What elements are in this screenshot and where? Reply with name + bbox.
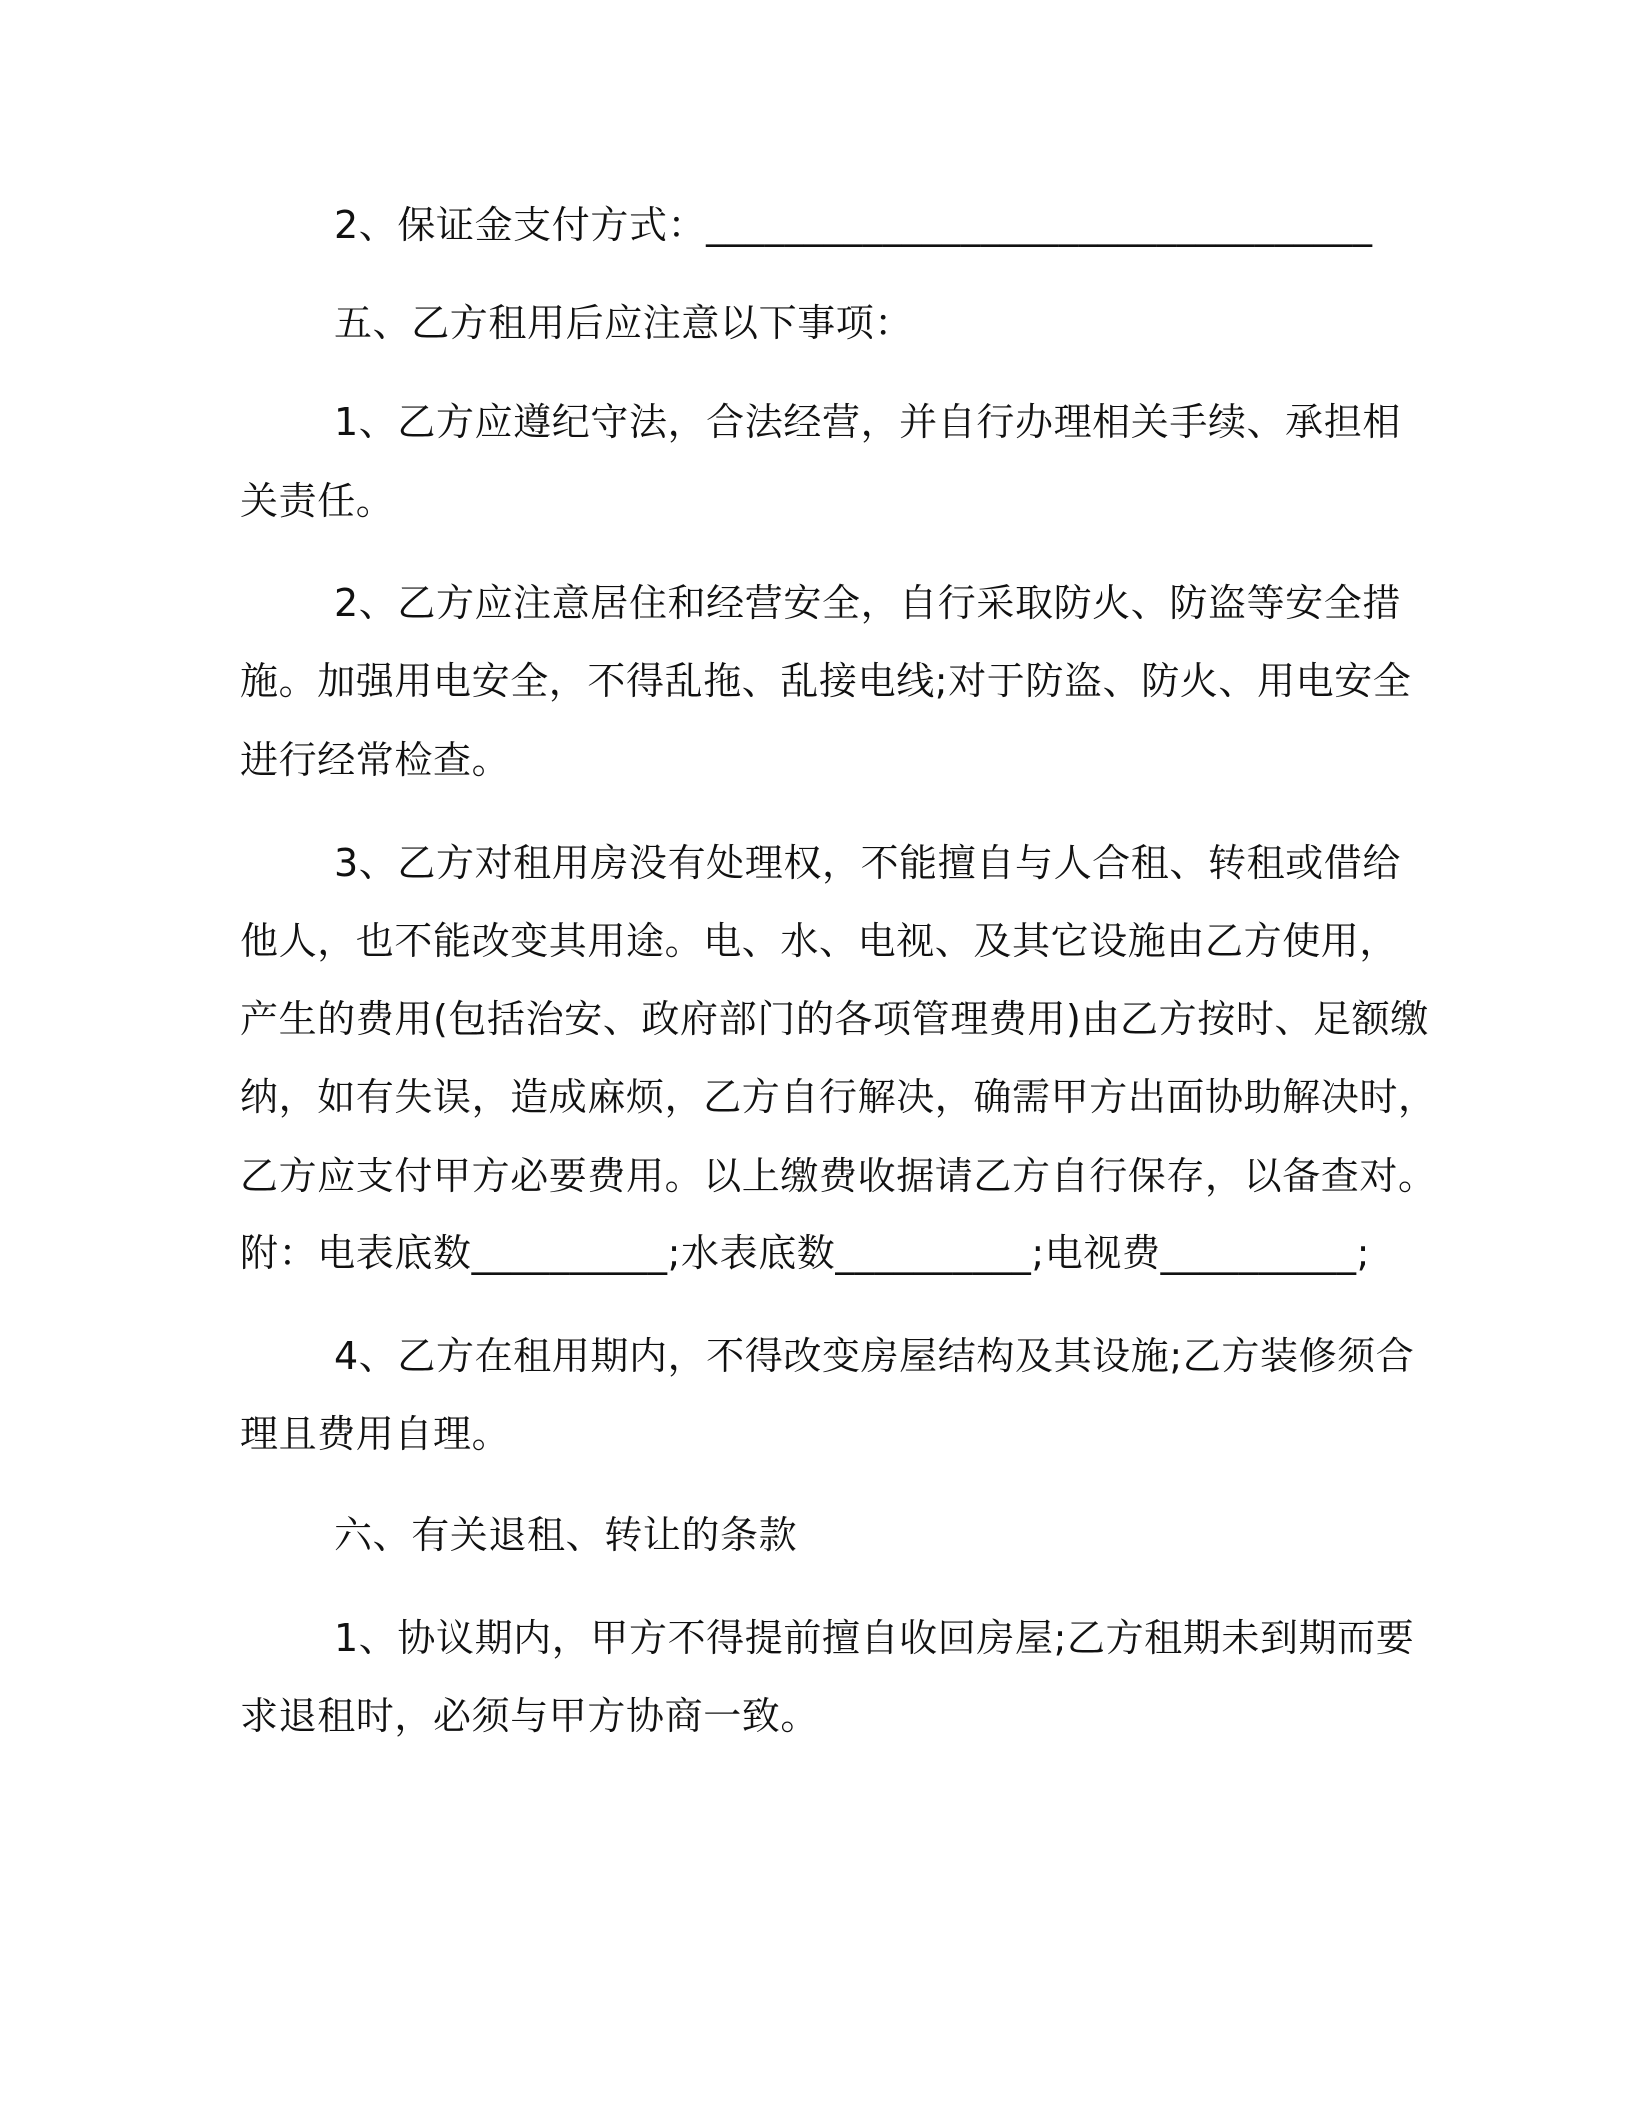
clause-5-3-line-2: 他人，也不能改变其用途。电、水、电视、及其它设施由乙方使用， xyxy=(240,919,1399,963)
clause-5-1-line-2: 关责任。 xyxy=(240,479,395,523)
meter-readings-line: 附：电表底数__________;水表底数__________;电视费__________; xyxy=(240,1231,1371,1275)
clause-5-1-line-1: 1、乙方应遵纪守法，合法经营，并自行办理相关手续、承担相 xyxy=(334,400,1401,444)
section-five-heading: 五、乙方租用后应注意以下事项： xyxy=(334,301,914,345)
clause-5-4-line-1: 4、乙方在租用期内，不得改变房屋结构及其设施;乙方装修须合 xyxy=(334,1334,1415,1378)
clause-5-2-line-2: 施。加强用电安全，不得乱拖、乱接电线;对于防盗、防火、用电安全 xyxy=(240,659,1412,703)
clause-5-3-line-4: 纳，如有失误，造成麻烦，乙方自行解决，确需甲方出面协助解决时， xyxy=(240,1075,1437,1119)
clause-5-3-line-3: 产生的费用(包括治安、政府部门的各项管理费用)由乙方按时、足额缴 xyxy=(240,997,1429,1041)
clause-5-2-line-3: 进行经常检查。 xyxy=(240,738,511,782)
clause-5-3-line-5: 乙方应支付甲方必要费用。以上缴费收据请乙方自行保存，以备查对。 xyxy=(240,1154,1437,1198)
clause-5-4-line-2: 理且费用自理。 xyxy=(240,1412,511,1456)
clause-5-2-line-1: 2、乙方应注意居住和经营安全，自行采取防火、防盗等安全措 xyxy=(334,581,1401,625)
clause-6-1-line-2: 求退租时，必须与甲方协商一致。 xyxy=(240,1694,820,1738)
clause-5-3-line-1: 3、乙方对租用房没有处理权，不能擅自与人合租、转租或借给 xyxy=(334,841,1401,885)
deposit-payment-line: 2、保证金支付方式：__________________________________ xyxy=(334,203,1373,247)
clause-6-1-line-1: 1、协议期内，甲方不得提前擅自收回房屋;乙方租期未到期而要 xyxy=(334,1616,1415,1660)
section-six-heading: 六、有关退租、转让的条款 xyxy=(334,1513,798,1557)
